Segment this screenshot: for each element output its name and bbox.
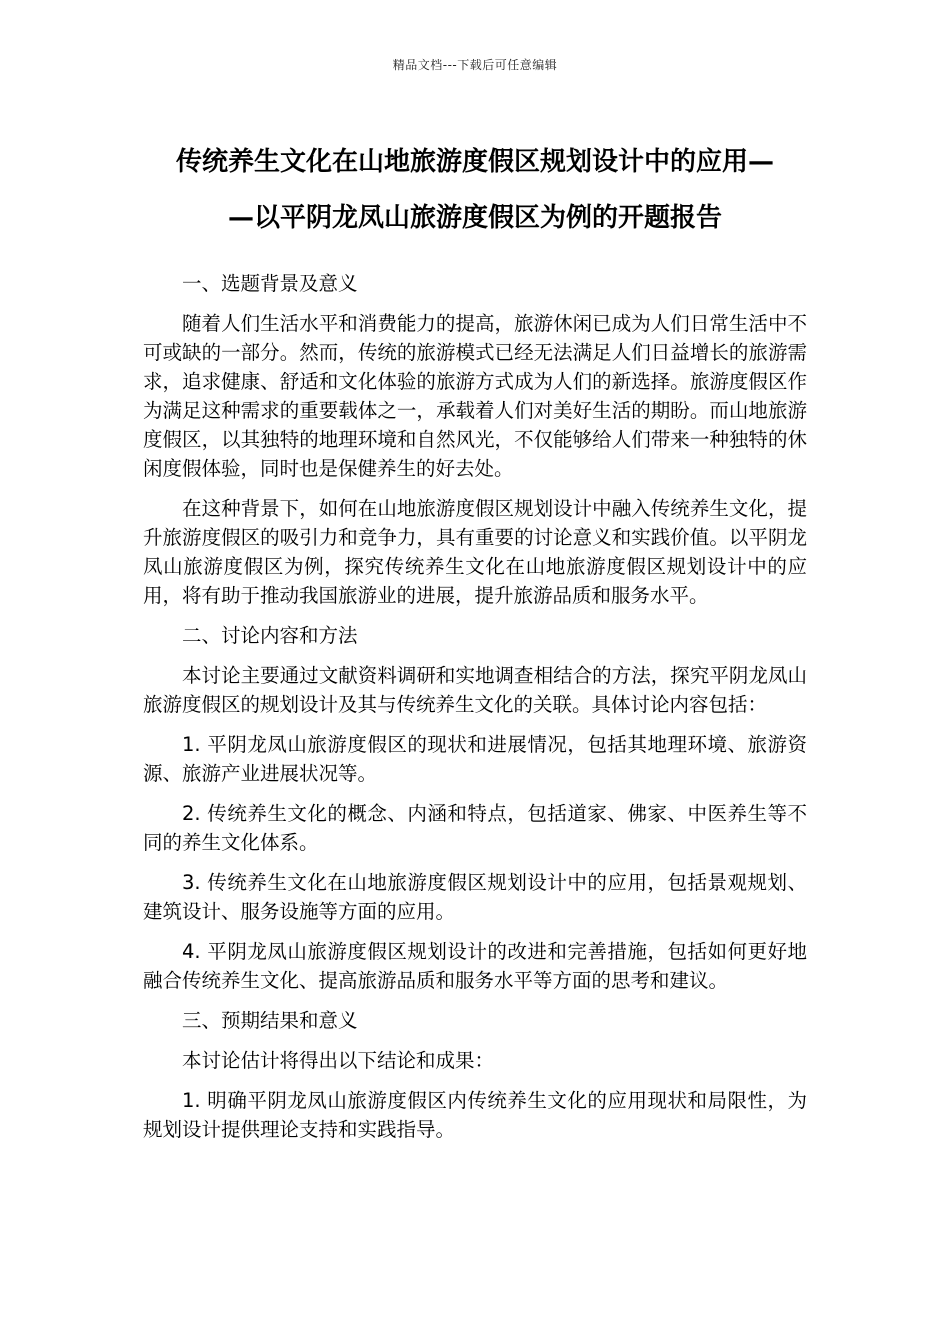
document-title [143,134,807,246]
list-item: 4. 平阴龙凤山旅游度假区规划设计的改进和完善措施，包括如何更好地融合传统养生文化、提高旅游品质和服务水平等方面的思考和建议。 [143,940,807,992]
list-item: 2. 传统养生文化的概念、内涵和特点，包括道家、佛家、中医养生等不同的养生文化体系。 [143,802,807,854]
list-item: 3. 传统养生文化在山地旅游度假区规划设计中的应用，包括景观规划、建筑设计、服务设施等方面的应用。 [143,871,807,923]
paragraph: 随着人们生活水平和消费能力的提高，旅游休闲已成为人们日常生活中不可或缺的一部分。然而，传统的旅游模式已经无法满足人们日益增长的旅游需求，追求健康、舒适和文化体验的旅游方式成为人们的新选择。旅游度假区作为满足这种需求的重要载体之一，承载着人们对美好生活的期盼。而山地旅游度假区，以其独特的地理环境和自然风光，不仅能够给人们带来一种独特的休闲度假体验，同时也是保健养生的好去处。 [143,312,807,480]
document-title-line-2: —以平阴龙凤山旅游度假区为例的开题报告 [227,203,722,233]
document-body [143,269,807,1155]
paragraph: 本讨论估计将得出以下结论和成果： [182,1049,495,1072]
document-title-line-1: 传统养生文化在山地旅游度假区规划设计中的应用— [175,147,774,177]
section-heading-background: 一、选题背景及意义 [182,272,358,295]
paragraph: 在这种背景下，如何在山地旅游度假区规划设计中融入传统养生文化，提升旅游度假区的吸引力和竞争力，具有重要的讨论意义和实践价值。以平阴龙凤山旅游度假区为例，探究传统养生文化在山地旅游度假区规划设计中的应用，将有助于推动我国旅游业的进展，提升旅游品质和服务水平。 [143,497,807,607]
paragraph: 本讨论主要通过文献资料调研和实地调查相结合的方法，探究平阴龙凤山旅游度假区的规划设计及其与传统养生文化的关联。具体讨论内容包括： [143,664,807,716]
section-heading-content-methods: 二、讨论内容和方法 [182,624,358,647]
section-heading-expected-results: 三、预期结果和意义 [182,1009,358,1032]
page-header: 精品文档---下载后可任意编辑 [392,58,558,72]
list-item: 1. 明确平阴龙凤山旅游度假区内传统养生文化的应用现状和局限性，为规划设计提供理论支持和实践指导。 [143,1089,807,1141]
list-item: 1. 平阴龙凤山旅游度假区的现状和进展情况，包括其地理环境、旅游资源、旅游产业进展状况等。 [143,733,807,785]
